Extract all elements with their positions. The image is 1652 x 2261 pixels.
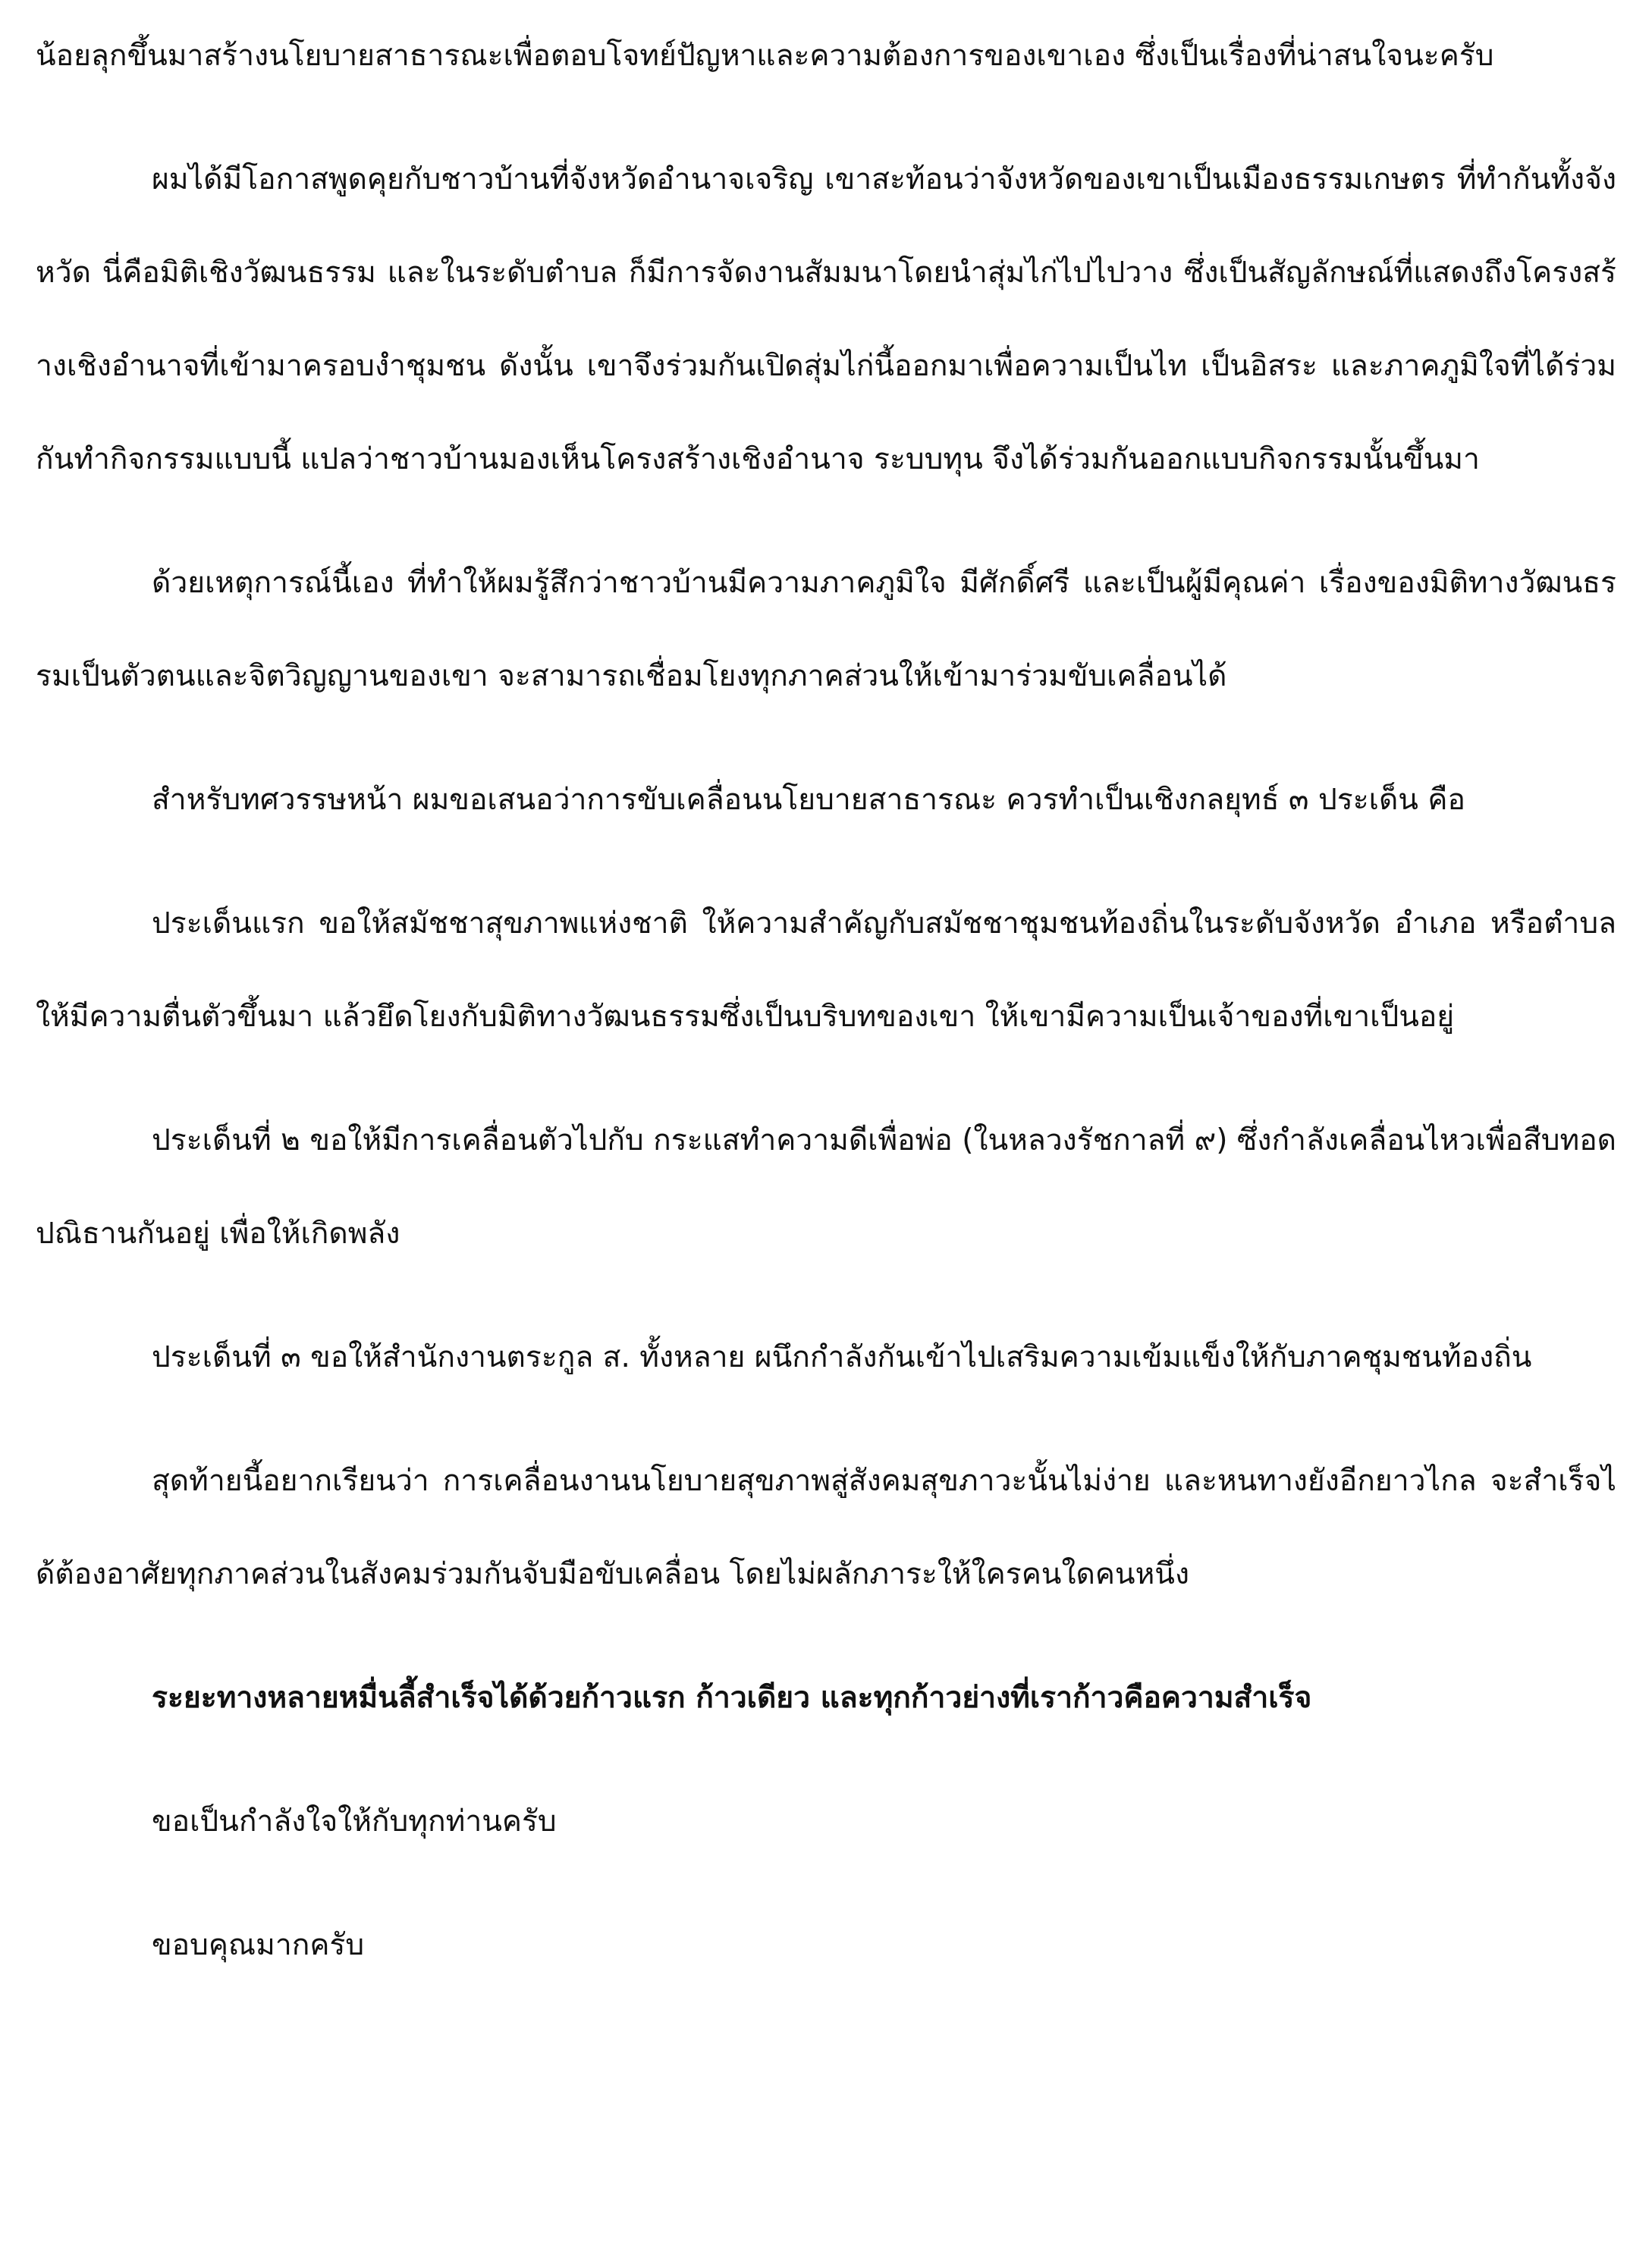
paragraph-encouragement: ขอเป็นกำลังใจให้กับทุกท่านครับ xyxy=(152,1804,557,1839)
paragraph-point-1: ประเด็นแรก ขอให้สมัชชาสุขภาพแห่งชาติ ให้ความสำคัญกับสมัชชาชุมชนท้องถิ่นในระดับจังหวัด อำเภอ หรือตำบล ให้มีความตื่นตัวขึ้นมา แล้วยึดโยงกับมิติทางวัฒนธรรมซึ่งเป็นบริบทของเขา ให้เขามีความเป็นเจ้าของที่เขาเป็นอยู่ xyxy=(36,906,1616,1034)
paragraph-thanks: ขอบคุณมากครับ xyxy=(152,1928,365,1962)
paragraph-quote-bold: ระยะทางหลายหมื่นลี้สำเร็จได้ด้วยก้าวแรก ก้าวเดียว และทุกก้าวย่างที่เราก้าวคือความสำเร็จ xyxy=(152,1681,1312,1715)
paragraph-amnat-charoen: ผมได้มีโอกาสพูดคุยกับชาวบ้านที่จังหวัดอำนาจเจริญ เขาสะท้อนว่าจังหวัดของเขาเป็นเมืองธรรมเกษตร ที่ทำกันทั้งจังหวัด นี่คือมิติเชิงวัฒนธรรม และในระดับตำบล ก็มีการจัดงานสัมมนาโดยนำสุ่มไก่ไปไปวาง ซึ่งเป็นสัญลักษณ์ที่แสดงถึงโครงสร้างเชิงอำนาจที่เข้ามาครอบงำชุมชน ดังนั้น เขาจึงร่วมกันเปิดสุ่มไก่นี้ออกมาเพื่อความเป็นไท เป็นอิสระ และภาคภูมิใจที่ได้ร่วมกันทำกิจกรรมแบบนี้ แปลว่าชาวบ้านมองเห็นโครงสร้างเชิงอำนาจ ระบบทุน จึงได้ร่วมกันออกแบบกิจกรรมนั้นขึ้นมา xyxy=(36,162,1616,476)
paragraph-continuation: น้อยลุกขึ้นมาสร้างนโยบายสาธารณะเพื่อตอบโจทย์ปัญหาและความต้องการของเขาเอง ซึ่งเป็นเรื่องที่น่าสนใจนะครับ xyxy=(36,39,1494,73)
paragraph-point-3: ประเด็นที่ ๓ ขอให้สำนักงานตระกูล ส. ทั้งหลาย ผนึกกำลังกันเข้าไปเสริมความเข้มแข็งให้กับภาคชุมชนท้องถิ่น xyxy=(152,1340,1532,1374)
paragraph-conclusion: สุดท้ายนี้อยากเรียนว่า การเคลื่อนงานนโยบายสุขภาพสู่สังคมสุขภาวะนั้นไม่ง่าย และหนทางยังอีกยาวไกล จะสำเร็จได้ต้องอาศัยทุกภาคส่วนในสังคมร่วมกันจับมือขับเคลื่อน โดยไม่ผลักภาระให้ใครคนใดคนหนึ่ง xyxy=(36,1464,1616,1591)
paragraph-next-decade: สำหรับทศวรรษหน้า ผมขอเสนอว่าการขับเคลื่อนนโยบายสาธารณะ ควรทำเป็นเชิงกลยุทธ์ ๓ ประเด็น คือ xyxy=(152,783,1465,817)
paragraph-point-2: ประเด็นที่ ๒ ขอให้มีการเคลื่อนตัวไปกับ กระแสทำความดีเพื่อพ่อ (ในหลวงรัชกาลที่ ๙) ซึ่งกำลังเคลื่อนไหวเพื่อสืบทอดปณิธานกันอยู่ เพื่อให้เกิดพลัง xyxy=(36,1123,1616,1251)
paragraph-pride-dignity: ด้วยเหตุการณ์นี้เอง ที่ทำให้ผมรู้สึกว่าชาวบ้านมีความภาคภูมิใจ มีศักดิ์ศรี และเป็นผู้มีคุณค่า เรื่องของมิติทางวัฒนธรรมเป็นตัวตนและจิตวิญญานของเขา จะสามารถเชื่อมโยงทุกภาคส่วนให้เข้ามาร่วมขับเคลื่อนได้ xyxy=(36,566,1616,693)
